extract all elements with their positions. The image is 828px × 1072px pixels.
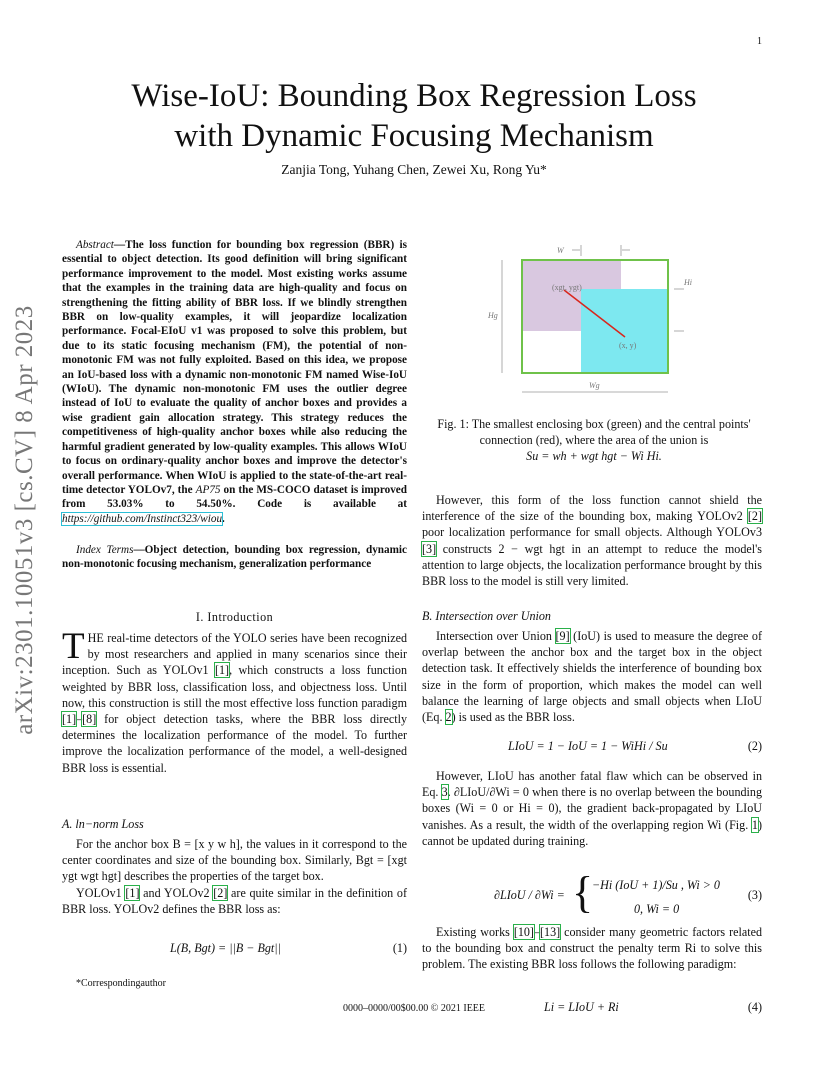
- intro-dash: –: [76, 712, 83, 727]
- section-heading-intro: I. Introduction: [195, 610, 274, 624]
- caption-equation: Su = wh + wgt hgt − Wi Hi.: [526, 449, 662, 464]
- title-line-1: Wise-IoU: Bounding Box Regression Loss: [131, 78, 697, 114]
- right-paragraph-3: [422, 924, 762, 973]
- equation-4-body: Li = LIoU + Ri: [544, 1000, 619, 1014]
- subsection-a-body: [62, 836, 407, 917]
- subsection-b-body: [422, 628, 762, 725]
- equation-3-lhs: ∂LIoU / ∂Wi =: [494, 888, 565, 902]
- right-p3-dash: –: [533, 925, 541, 939]
- subsection-a-p2-a: YOLOv1: [76, 885, 126, 900]
- abstract: [62, 238, 407, 526]
- index-terms-label: Index Terms: [76, 544, 134, 556]
- figure-caption: [430, 416, 758, 465]
- equation-3-number: (3): [747, 888, 762, 902]
- equation-2-body: LIoU = 1 − IoU = 1 − WiHi / Su: [508, 739, 668, 753]
- copyright-footer: 0000–0000/00$00.00 © 2021 IEEE: [342, 1003, 486, 1014]
- equation-3-brace: {: [572, 868, 594, 917]
- anchor-box: [581, 289, 667, 372]
- right-p1-c: constructs 2 − wgt hgt in an attempt to reduce the model's attention to large objects, the localization performance brought by this BBR loss to the model is still very limited.: [422, 541, 762, 589]
- right-p2-c: ) cannot be updated during training.: [422, 817, 762, 848]
- authors: Zanjia Tong, Yuhang Chen, Zewei Xu, Rong Yu*: [281, 162, 547, 177]
- w-label: W: [557, 246, 564, 255]
- equation-4: [422, 999, 762, 1017]
- right-p3-b: consider many geometric factors related to the bounding box and construct the penalty term Ri to solve this problem. The existing BBR loss follows the following paradigm:: [422, 925, 762, 972]
- index-terms: [62, 543, 407, 572]
- right-paragraph-2: [422, 768, 762, 849]
- cite-1b[interactable]: [1]: [62, 712, 77, 727]
- subsection-b-a: Intersection over Union: [436, 629, 556, 643]
- abstract-end: .: [222, 512, 225, 525]
- cite-3[interactable]: [3]: [422, 541, 437, 556]
- abstract-tail: on the MS-COCO dataset is improved from 53.03% to 54.50%. Code is available at: [62, 483, 407, 511]
- equation-1-number: (1): [392, 941, 407, 955]
- anchor-center-label: (x, y): [619, 341, 637, 350]
- cite-2[interactable]: [2]: [747, 509, 762, 524]
- right-paragraph-1: [422, 492, 762, 589]
- footnote: *Correspondingauthor: [76, 978, 166, 989]
- paper-title: [0, 76, 828, 156]
- intro-text-3: for object detection tasks, where the BBR loss directly determines the localization performance of the model. To further improve the localization performance of the model, a well-designed BBR loss is essential.: [62, 712, 407, 775]
- equation-4-number: (4): [747, 1000, 762, 1014]
- right-p2-b: . ∂LIoU/∂Wi = 0 when there is no overlap between the bounding boxes (Wi = 0 or Hi = 0), the gradient back-propagated by LIoU vanishes. As a result, the width of the overlapping region Wi (Fig.: [422, 785, 762, 832]
- cite-8[interactable]: [8]: [82, 712, 97, 727]
- right-p2-a: However, LIoU has another fatal flaw which can be observed in Eq.: [422, 769, 762, 800]
- eq-ref-2[interactable]: 2: [445, 710, 452, 725]
- equation-3-case-1: −Hi (IoU + 1)/Su , Wi > 0: [592, 878, 720, 892]
- subsection-a-p2-b: and YOLOv2: [139, 885, 214, 900]
- equation-1-body: L(B, Bgt) = ||B − Bgt||: [170, 941, 281, 955]
- title-line-2: with Dynamic Focusing Mechanism: [174, 118, 654, 154]
- cite-yolov1[interactable]: [1]: [125, 885, 140, 900]
- code-link[interactable]: https://github.com/Instinct323/wiou: [62, 512, 223, 525]
- cite-yolov2[interactable]: [2]: [213, 885, 228, 900]
- subsection-a-p2: [62, 885, 407, 917]
- abstract-ap: AP75: [195, 483, 221, 496]
- intro-paragraph: [62, 626, 407, 776]
- equation-3-case-2: 0, Wi = 0: [634, 902, 680, 916]
- cite-10[interactable]: [10]: [513, 925, 534, 939]
- right-p1-a: However, this form of the loss function cannot shield the interference of the size of the bounding box, making YOLOv2: [422, 493, 762, 524]
- abstract-label: Abstract: [76, 239, 114, 251]
- fig-ref-1[interactable]: 1: [751, 817, 758, 832]
- right-p1-b: poor localization performance for small objects. Although YOLOv3: [422, 525, 762, 540]
- arxiv-id: arXiv:2301.10051v3 [cs.CV] 8 Apr 2023: [11, 304, 38, 735]
- intro-text-1: HE real-time detectors of the YOLO series have been recognized by most researchers and applied in many scenarios since their inception. Such as YOLOv1: [62, 631, 407, 678]
- equation-3: [422, 868, 762, 921]
- equation-1: [62, 940, 407, 960]
- gt-center-label: (xgt, ygt): [552, 283, 582, 292]
- subsection-heading-b: B. Intersection over Union: [422, 609, 551, 623]
- figure-1: [484, 240, 704, 410]
- hi-label: Hi: [684, 278, 692, 287]
- right-p3-a: Existing works: [436, 925, 514, 939]
- eq-ref-3[interactable]: 3: [441, 785, 448, 800]
- equation-2-number: (2): [747, 739, 762, 753]
- page-number: 1: [757, 36, 762, 47]
- hg-label: Hg: [488, 311, 498, 320]
- abstract-text: —The loss function for bounding box regression (BBR) is essential to object detection. Its good definition will bring significant performance improvement to the model. Most existing works assume that the examples in the training data are high-quality and focus on strengthening the fitting ability of BBR loss. If we blindly strengthen BBR on low-quality examples, it will jeopardize localization performance. Focal-EIoU v1 was proposed to solve this problem, but due to its static focusing mechanism (FM), the potential of non-monotonic FM was not fully exploited. Based on this idea, we propose an IoU-based loss with a dynamic non-monotonic FM named Wise-IoU (WIoU). The dynamic non-monotonic FM uses the outlier degree instead of IoU to evaluate the quality of anchor boxes and provides a wise gradient gain allocation strategy. This strategy reduces the competitiveness of high-quality anchor boxes while also reducing the harmful gradient generated by low-quality examples. This allows WIoU to focus on ordinary-quality anchor boxes and improve the detector's overall performance. When WIoU is applied to the state-of-the-art real-time detector YOLOv7, the: [62, 239, 407, 496]
- index-terms-text: —Object detection, bounding box regression, dynamic non-monotonic focusing mechanism, generalization performance: [62, 544, 407, 571]
- equation-2: [422, 738, 762, 760]
- cite-9[interactable]: [9]: [555, 629, 570, 643]
- drop-cap: T: [62, 626, 85, 667]
- subsection-a-p1: For the anchor box B = [x y w h], the values in it correspond to the center coordinates and size of the bounding box. Similarly, Bgt = [xgt ygt wgt hgt] describes the properties of the target box.: [62, 837, 407, 884]
- wg-label: Wg: [589, 381, 600, 390]
- subsection-heading-a: A. ln−norm Loss: [62, 817, 144, 831]
- cite-1[interactable]: [1]: [214, 663, 230, 678]
- arxiv-stamp: [0, 292, 50, 747]
- caption-text: Fig. 1: The smallest enclosing box (green) and the central points' connection (red), where the area of the union is: [437, 417, 751, 448]
- subsection-b-b: (IoU) is used to measure the degree of overlap between the anchor box and the target box in the object detection task. It effectively shields the interference of bounding box size in the form of proportion, which makes the model can well balance the learning of large objects and small objects when LIoU (Eq.: [422, 629, 762, 725]
- subsection-a-p2-c: are quite similar in the definition of BBR loss. YOLOv2 defines the BBR loss as:: [62, 885, 407, 916]
- subsection-b-c: ) is used as the BBR loss.: [451, 710, 575, 725]
- cite-13[interactable]: [13]: [540, 925, 561, 939]
- intro-text-2: , which constructs a loss function weighted by BBR loss, classification loss, and objectness loss. Until now, this construction is still the most effective loss function paradigm: [62, 663, 407, 710]
